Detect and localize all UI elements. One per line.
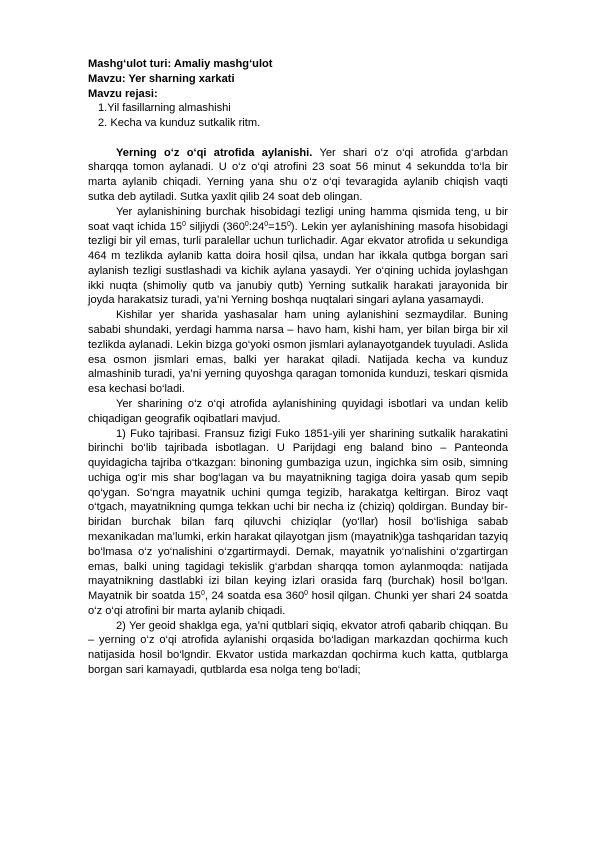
lesson-type: Mashg‘ulot turi: Amaliy mashg‘ulot: [88, 58, 273, 70]
paragraph-day-night: Kishilar yer sharida yashasalar ham uning aylanishini sezmaydilar. Buning sababi shundaki, yerdagi hamma narsa – havo ham, kishi ham, yer bilan birga bir xil tezlikda aylanadi. Lekin bizga go‘yoki osmon jismlari aylanayotgandek tuyuladi. Aslida esa osmon jismlari emas, balki yer harakat qiladi. Natijada kecha va kunduz almashinib turadi, ya’ni yerning quyoshga qaragan tomonida kunduzi, teskari qismida esa kechasi bo‘ladi.: [88, 309, 508, 396]
paragraph-geoid: 2) Yer geoid shaklga ega, ya’ni qutblari siqiq, ekvator atrofi qabarib chiqqan. Bu – yerning o‘z o‘qi atrofida aylanishi orqasida bo‘ladigan markazdan qochirma kuch natijasida hosil bo‘lgndir. Ekvator ustida markazdan qochirma kuch katta, qutblarga borgan sari kamayadi, qutblarda esa nolga teng bo‘ladi;: [88, 619, 508, 677]
topic-title: Mavzu: Yer sharning xarkati: [88, 72, 235, 85]
text-span: , 24 soatda esa 360: [204, 590, 305, 603]
degree-mark: 0: [264, 220, 269, 228]
plan-item-2: 2. Kecha va kunduz sutkalik ritm.: [98, 117, 261, 130]
paragraph-angular-speed: [88, 205, 508, 308]
text-span: ). Lekin yer aylanishining masofa hisobidagi tezligi bir yil emas, turli paralellar uchun turlichadir. Agar ekvator atrofida u sekundiga 464 m tezlikda aylanib katta doira hosil qilsa, undan har ikkala qutbga borgan sari aylanish tezligi sustlashadi va kichik aylana yasaydi. Yer o‘qining uchida joylashgan ikki nuqta (shimoliy qutb va janubiy qutb) Yerning sutkalik harakati jarayonida bir joyda harakatsiz turadi, ya’ni Yerning boshqa nuqtalari singari aylana yasamaydi.: [88, 220, 508, 307]
degree-mark: 0: [304, 590, 309, 598]
degree-mark: 0: [182, 220, 186, 228]
degree-mark: 0: [286, 220, 291, 228]
text-span: :24: [248, 220, 265, 233]
plan-title: Mavzu rejasi:: [88, 87, 158, 100]
text-span: =15: [268, 220, 287, 233]
paragraph-foucault: [88, 427, 508, 619]
paragraph-text: Yer shari o‘z o‘qi atrofida g‘arbdan sharqqa tomon aylanadi. U o‘z o‘qi atrofini 23 soat 56 minut 4 sekundda to‘la bir marta aylanib chiqadi. Yerning yana shu o‘z o‘qi tevaragida aylanib chiqish vaqti sutka deb aytiladi. Sutka yaxlit qilib 24 soat deb olingan.: [88, 146, 508, 204]
paragraph-evidence-intro: Yer sharining o‘z o‘qi atrofida aylanishining quyidagi isbotlari va undan kelib chiqadigan geografik oqibatlari mavjud.: [88, 397, 508, 425]
plan-item-1: 1.Yil fasillarning almashishi: [98, 102, 231, 115]
text-span: siljiydi (360: [185, 220, 245, 233]
text-span: hosil qilgan. Chunki yer shari 24 soatda o‘z o‘qi atrofini bir marta aylanib chiqadi.: [88, 590, 508, 617]
degree-mark: 0: [200, 590, 205, 598]
spacer: [88, 131, 508, 146]
paragraph-lead: Yerning o‘z o‘qi atrofida aylanishi.: [116, 146, 313, 159]
text-span: Yer aylanishining burchak hisobidagi tezligi uning hamma qismida teng, u bir soat vaqt ichida 15: [88, 205, 508, 233]
degree-mark: 0: [244, 220, 249, 228]
text-span: 1) Fuko tajribasi. Fransuz fizigi Fuko 1851-yili yer sharining sutkalik harakatini birinchi bo‘lib tajribada isbotlagan. U Parijdagi eng baland bino – Panteonda quyidagicha tajriba o‘tkazgan: binoning gumbaziga uzun, ingichka sim osib, simning uchiga og‘ir mis shar bog‘lagan va bu mayatnikning tagiga doira yasab qum sepib qo‘ygan. So‘ngra mayatnik uchini qumga tegizib, harakatga keltirgan. Biroz vaqt o‘tgach, mayatnikning qumga tekkan uchi bir necha iz (chiziq) qoldirgan. Bunday bir-biridan burchak bilan farq qiluvchi chiziqlar (yo‘llar) hosil bo‘lishiga sabab mexanikadan ma’lumki, erkin harakat qilayotgan jism (mayatnik)ga tashqaridan tazyiq bo‘lmasa o‘z yo‘nalishini o‘zgartirmaydi. Demak, mayatnik yo‘nalishini o‘zgartirgan emas, balki uning tagidagi tekislik g‘arbdan sharqqa tomon aylanmoqda: natijada mayatnikning dastlabki izi bilan keying izlari orasida farq (burchak) hosil bo‘lgan. Mayatnik bir soatda 15: [88, 427, 508, 603]
paragraph-rotation: [88, 146, 508, 205]
document-body: [88, 57, 508, 678]
